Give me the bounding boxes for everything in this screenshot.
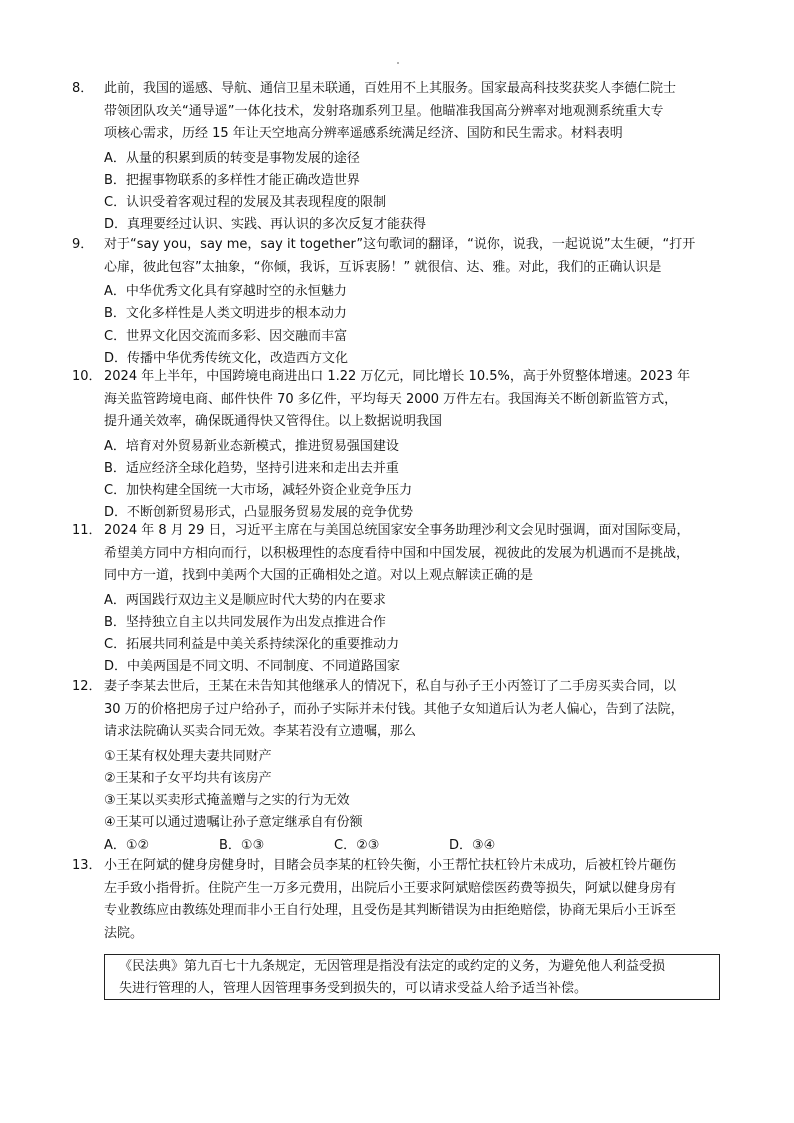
option-b[interactable]: B．文化多样性是人类文明进步的根本动力 xyxy=(104,306,347,322)
choice-d[interactable]: D．③④ xyxy=(449,837,496,853)
choice-c[interactable]: C．②③ xyxy=(334,837,380,853)
law-excerpt-line: 失进行管理的人，管理人因管理事务受到损失的，可以请求受益人给予适当补偿。 xyxy=(119,981,588,996)
question-stem-line: 此前，我国的遥感、导航、通信卫星未联通，百姓用不上其服务。国家最高科技奖获奖人李德仁院士 xyxy=(104,81,677,96)
question-stem-line: 小王在阿斌的健身房健身时，目睹会员李某的杠铃失衡，小王帮忙扶杠铃片未成功，后被杠铃片砸伤 xyxy=(104,858,677,873)
question-13 xyxy=(72,855,732,945)
option-a[interactable]: A．从量的积累到质的转变是事物发展的途径 xyxy=(104,150,360,166)
option-c[interactable]: C．拓展共同利益是中美关系持续深化的重要推动力 xyxy=(104,637,400,653)
question-number: 8． xyxy=(72,81,94,96)
choice-a[interactable]: A．①② xyxy=(104,837,150,853)
option-a[interactable]: A．培育对外贸易新业态新模式，推进贸易强国建设 xyxy=(104,438,399,454)
question-stem-line: 项核心需求，历经 15 年让天空地高分辨率遥感系统满足经济、国防和民生需求。材料表明 xyxy=(104,126,623,141)
question-stem-line: 对于“say you，say me，say it together”这句歌词的翻译，“说你，说我，一起说说”太生硬，“打开 xyxy=(104,237,696,252)
question-8 xyxy=(72,78,732,237)
question-stem-line: 同中方一道，找到中美两个大国的正确相处之道。对以上观点解读正确的是 xyxy=(104,568,534,583)
question-stem-line: 心扉，彼此包容”太抽象，“你倾，我诉，互诉衷肠！” 就很信、达、雅。对此，我们的正确认识是 xyxy=(104,259,662,275)
question-number: 9． xyxy=(72,237,94,252)
choice-b[interactable]: B．①③ xyxy=(219,837,265,853)
law-excerpt-line: 《民法典》第九百七十九条规定，无因管理是指没有法定的或约定的义务，为避免他人利益受损 xyxy=(119,959,666,974)
question-11 xyxy=(72,520,732,679)
question-stem-line: 妻子李某去世后，王某在未告知其他继承人的情况下，私自与孙子王小丙签订了二手房买卖合同，以 xyxy=(104,679,677,694)
question-stem-line: 希望美方同中方相向而行，以积极理性的态度看待中国和中国发展，视彼此的发展为机遇而不是挑战， xyxy=(104,545,690,561)
question-number: 10． xyxy=(72,369,102,384)
question-stem-line: 专业教练应由教练处理而非小王自行处理，且受伤是其判断错误为由拒绝赔偿，协商无果后小王诉至 xyxy=(104,903,677,918)
question-stem-line: 左手致小指骨折。住院产生一万多元费用，出院后小王要求阿斌赔偿医药费等损失，阿斌以健身房有 xyxy=(104,880,677,896)
question-10 xyxy=(72,366,732,525)
law-excerpt-box xyxy=(104,954,720,1000)
question-stem-line: 海关监管跨境电商、邮件快件 70 多亿件，平均每天 2000 万件左右。我国海关不断创新监管方式， xyxy=(104,391,678,407)
header-dot xyxy=(397,62,399,64)
question-stem-line: 带领团队攻关“通导遥”一体化技术，发射珞珈系列卫星。他瞄准我国高分辨率对地观测系统重大专 xyxy=(104,103,664,119)
option-b[interactable]: B．把握事物联系的多样性才能正确改造世界 xyxy=(104,172,360,188)
option-d[interactable]: D．真理要经过认识、实践、再认识的多次反复才能获得 xyxy=(104,217,427,233)
question-stem-line: 2024 年 8 月 29 日，习近平主席在与美国总统国家安全事务助理沙利文会见时强调，面对国际变局， xyxy=(104,523,690,538)
option-d[interactable]: D．传播中华优秀传统文化，改造西方文化 xyxy=(104,350,349,366)
option-b[interactable]: B．坚持独立自主以共同发展作为出发点推进合作 xyxy=(104,614,386,630)
question-stem-line: 法院。 xyxy=(104,925,144,941)
question-stem-line: 2024 年上半年，中国跨境电商进出口 1.22 万亿元，同比增长 10.5%，高于外贸整体增速。2023 年 xyxy=(104,369,691,384)
statement-2: ②王某和子女平均共有该房产 xyxy=(104,770,272,786)
statement-1: ①王某有权处理夫妻共同财产 xyxy=(104,748,272,764)
question-stem-line: 提升通关效率，确保既通得快又管得住。以上数据说明我国 xyxy=(104,414,443,429)
question-number: 13． xyxy=(72,858,102,873)
option-c[interactable]: C．世界文化因交流而多彩、因交融而丰富 xyxy=(104,328,348,344)
statement-4: ④王某可以通过遗嘱让孙子意定继承自有份额 xyxy=(104,815,363,831)
question-stem-line: 请求法院确认买卖合同无效。李某若没有立遗嘱，那么 xyxy=(104,724,417,739)
option-d[interactable]: D．不断创新贸易形式，凸显服务贸易发展的竞争优势 xyxy=(104,505,414,521)
option-c[interactable]: C．认识受着客观过程的发展及其表现程度的限制 xyxy=(104,195,387,211)
question-9 xyxy=(72,234,732,370)
statement-3: ③王某以买卖形式掩盖赠与之实的行为无效 xyxy=(104,793,350,809)
question-number: 12． xyxy=(72,679,102,694)
option-b[interactable]: B．适应经济全球化趋势，坚持引进来和走出去并重 xyxy=(104,460,399,476)
option-a[interactable]: A．两国践行双边主义是顺应时代大势的内在要求 xyxy=(104,592,386,608)
question-stem-line: 30 万的价格把房子过户给孙子，而孙子实际并未付钱。其他子女知道后认为老人偏心，告到了法院， xyxy=(104,701,684,717)
option-d[interactable]: D．中美两国是不同文明、不同制度、不同道路国家 xyxy=(104,659,401,675)
option-c[interactable]: C．加快构建全国统一大市场，减轻外资企业竞争压力 xyxy=(104,483,413,499)
question-number: 11． xyxy=(72,523,102,538)
option-a[interactable]: A．中华优秀文化具有穿越时空的永恒魅力 xyxy=(104,284,347,299)
question-12 xyxy=(72,676,732,857)
